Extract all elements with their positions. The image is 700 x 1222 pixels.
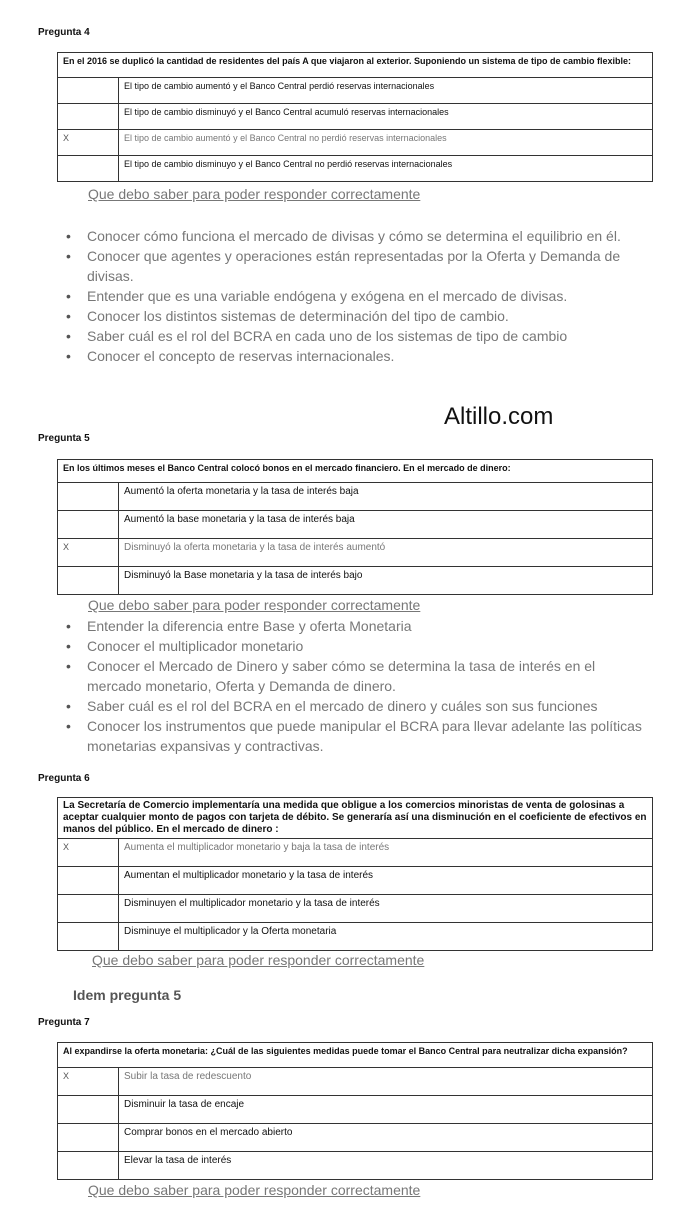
option-row[interactable] (58, 483, 653, 511)
option-text: El tipo de cambio aumentó y el Banco Central perdió reservas internacionales (119, 78, 653, 104)
option-text: Disminuir la tasa de encaje (119, 1096, 653, 1124)
option-row[interactable] (58, 539, 653, 567)
option-text: Aumentan el multiplicador monetario y la tasa de interés (119, 867, 653, 895)
watermark: Altillo.com (444, 403, 554, 430)
bullet-item: • Saber cuál es el rol del BCRA en cada uno de los sistemas de tipo de cambio (62, 326, 652, 346)
answer-mark: X (58, 130, 119, 156)
bullet-item: • Conocer los distintos sistemas de determinación del tipo de cambio. (62, 306, 652, 326)
option-text: El tipo de cambio disminuyó y el Banco Central acumuló reservas internacionales (119, 104, 653, 130)
question-4-title: Pregunta 4 (38, 27, 90, 38)
question-6-help-link[interactable]: Que debo saber para poder responder correctamente (92, 952, 425, 968)
option-text: El tipo de cambio aumentó y el Banco Central no perdió reservas internacionales (119, 130, 653, 156)
option-row[interactable] (58, 923, 653, 951)
question-5-table (57, 459, 653, 595)
option-text: Disminuyó la Base monetaria y la tasa de interés bajo (119, 567, 653, 595)
bullet-item: • Entender que es una variable endógena y exógena en el mercado de divisas. (62, 286, 652, 306)
bullet-item: • Conocer que agentes y operaciones están representadas por la Oferta y Demanda de divisas. (62, 246, 652, 286)
answer-mark: X (58, 1068, 119, 1096)
option-row[interactable] (58, 839, 653, 867)
answer-mark (58, 895, 119, 923)
bullet-item: • Entender la diferencia entre Base y oferta Monetaria (62, 616, 652, 636)
question-5-bullets (62, 616, 652, 756)
question-4-statement: En el 2016 se duplicó la cantidad de residentes del país A que viajaron al exterior. Suponiendo un sistema de tipo de cambio flexible: (58, 53, 653, 78)
question-5-help-link[interactable]: Que debo saber para poder responder correctamente (88, 597, 421, 613)
answer-mark (58, 78, 119, 104)
answer-mark (58, 1124, 119, 1152)
bullet-item: • Conocer el concepto de reservas internacionales. (62, 346, 652, 366)
question-4-bullets (62, 226, 652, 366)
answer-mark (58, 923, 119, 951)
question-6-table (57, 797, 653, 951)
option-text: Disminuyen el multiplicador monetario y la tasa de interés (119, 895, 653, 923)
question-7-help-link[interactable]: Que debo saber para poder responder correctamente (88, 1182, 421, 1198)
option-row[interactable] (58, 1068, 653, 1096)
bullet-item: • Conocer el Mercado de Dinero y saber cómo se determina la tasa de interés en el mercado monetario, Oferta y Demanda de dinero. (62, 656, 652, 696)
answer-mark (58, 511, 119, 539)
option-text: Disminuyó la oferta monetaria y la tasa de interés aumentó (119, 539, 653, 567)
option-row[interactable] (58, 78, 653, 104)
answer-mark: X (58, 839, 119, 867)
option-text: Elevar la tasa de interés (119, 1152, 653, 1180)
question-7-statement: Al expandirse la oferta monetaria: ¿Cuál de las siguientes medidas puede tomar el Banco Central para neutralizar dicha expansión? (58, 1043, 653, 1068)
answer-mark (58, 1152, 119, 1180)
answer-mark (58, 1096, 119, 1124)
question-4-help-link[interactable]: Que debo saber para poder responder correctamente (88, 186, 421, 202)
option-text: El tipo de cambio disminuyo y el Banco Central no perdió reservas internacionales (119, 156, 653, 182)
bullet-item: • Conocer el multiplicador monetario (62, 636, 652, 656)
option-text: Aumentó la oferta monetaria y la tasa de interés baja (119, 483, 653, 511)
bullet-item: • Conocer los instrumentos que puede manipular el BCRA para llevar adelante las políticas monetarias expansivas y contractivas. (62, 716, 652, 756)
answer-mark (58, 156, 119, 182)
answer-mark: X (58, 539, 119, 567)
answer-mark (58, 867, 119, 895)
option-row[interactable] (58, 895, 653, 923)
option-row[interactable] (58, 1096, 653, 1124)
answer-mark (58, 567, 119, 595)
option-row[interactable] (58, 156, 653, 182)
option-text: Subir la tasa de redescuento (119, 1068, 653, 1096)
question-5-title: Pregunta 5 (38, 433, 90, 444)
option-row[interactable] (58, 104, 653, 130)
question-4-table (57, 52, 653, 182)
option-row[interactable] (58, 511, 653, 539)
bullet-item: • Conocer cómo funciona el mercado de divisas y cómo se determina el equilibrio en él. (62, 226, 652, 246)
option-row[interactable] (58, 867, 653, 895)
question-7-title: Pregunta 7 (38, 1017, 90, 1028)
option-text: Aumenta el multiplicador monetario y baja la tasa de interés (119, 839, 653, 867)
option-text: Aumentó la base monetaria y la tasa de interés baja (119, 511, 653, 539)
bullet-item: • Saber cuál es el rol del BCRA en el mercado de dinero y cuáles son sus funciones (62, 696, 652, 716)
option-text: Comprar bonos en el mercado abierto (119, 1124, 653, 1152)
option-row[interactable] (58, 567, 653, 595)
question-6-note: Idem pregunta 5 (73, 987, 182, 1003)
option-row[interactable] (58, 1152, 653, 1180)
question-5-statement: En los últimos meses el Banco Central colocó bonos en el mercado financiero. En el mercado de dinero: (58, 460, 653, 483)
question-6-title: Pregunta 6 (38, 773, 90, 784)
question-7-table (57, 1042, 653, 1180)
answer-mark (58, 104, 119, 130)
option-row[interactable] (58, 130, 653, 156)
option-text: Disminuye el multiplicador y la Oferta monetaria (119, 923, 653, 951)
answer-mark (58, 483, 119, 511)
question-6-statement: La Secretaría de Comercio implementaría una medida que obligue a los comercios minoristas de venta de golosinas a aceptar cualquier monto de pagos con tarjeta de débito. Se generaría así una disminución en el coeficiente de efectivos en manos del público. En el mercado de dinero : (58, 798, 653, 839)
option-row[interactable] (58, 1124, 653, 1152)
